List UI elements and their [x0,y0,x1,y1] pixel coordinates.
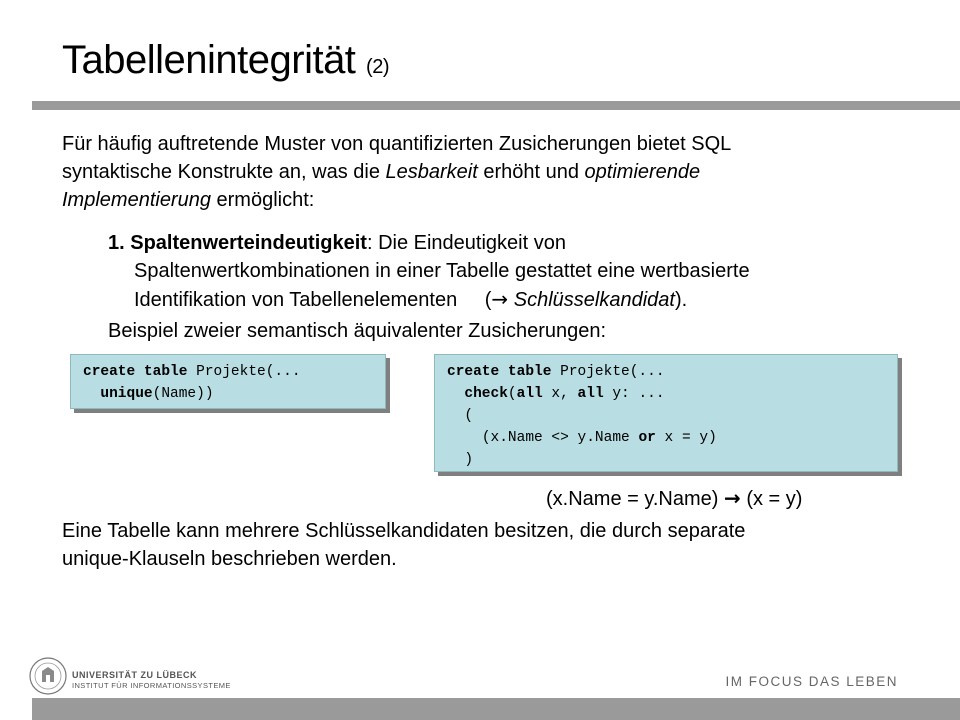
code-text: ) [464,452,474,468]
example-heading: Beispiel zweier semantisch äquivalenter Zusicherungen: [108,320,607,342]
item-1-heading: 1. Spaltenwerteindeutigkeit [108,232,367,254]
code-box-unique [70,354,386,409]
code-keyword: check [464,386,508,402]
code-keyword: create table [83,364,188,380]
item-1-line-3 [108,285,750,314]
code-keyword: all [516,386,543,402]
intro-emphasis-optimierende: optimierende [584,161,701,183]
institute-name: INSTITUT FÜR INFORMATIONSSYSTEME [72,681,231,690]
intro-paragraph [62,130,731,214]
closing-line-1: Eine Tabelle kann mehrere Schlüsselkandidaten besitzen, die durch separate [62,520,746,542]
intro-text: ermöglicht: [210,189,315,211]
code-text: (Name)) [152,386,214,402]
slide-title-number: (2) [366,56,389,78]
item-1-text: ( [479,289,492,311]
code-text: x, [542,386,578,402]
code-text: x = y) [655,430,717,446]
code-text: y: ... [603,386,665,402]
code-keyword: all [577,386,604,402]
item-1-line-2: Spaltenwertkombinationen in einer Tabelle gestattet eine wertbasierte [134,260,750,282]
code-box-check [434,354,898,472]
code-keyword: create table [447,364,552,380]
intro-line-3 [62,186,731,214]
closing-paragraph [62,517,745,573]
title-divider [32,101,960,110]
item-1-text: Identifikation von Tabellenelementen [134,289,458,311]
slide-title [62,36,389,91]
implication [546,484,802,513]
item-1-colon: : [366,232,373,254]
code-text: ( [464,408,474,424]
intro-emphasis-implementierung: Implementierung [62,189,211,211]
code-keyword: or [638,430,656,446]
closing-line-2: unique-Klauseln beschrieben werden. [62,548,397,570]
intro-line-2 [62,158,731,186]
intro-emphasis-lesbarkeit: Lesbarkeit [385,161,478,183]
intro-text: erhöht und [477,161,585,183]
intro-line-1: Für häufig auftretende Muster von quantifizierten Zusicherungen bietet SQL [62,133,732,155]
footer-slogan: IM FOCUS DAS LEBEN [725,674,898,689]
slide-title-text: Tabellenintegrität [62,38,356,82]
item-1-line-1 [108,229,750,257]
right-arrow-icon: → [491,287,509,311]
item-1-emphasis: Schlüsselkandidat [508,289,675,311]
implies-arrow-icon: → [724,486,741,510]
item-1 [108,229,750,314]
code-text: ( [507,386,517,402]
implication-right: (x = y) [746,488,803,510]
university-name: UNIVERSITÄT ZU LÜBECK [72,670,197,680]
university-seal-icon [28,656,68,696]
code-keyword: unique [100,386,153,402]
item-1-text: ). [674,289,688,311]
intro-text: syntaktische Konstrukte an, was die [62,161,386,183]
code-text: (x.Name <> y.Name [481,430,639,446]
item-1-text: Die Eindeutigkeit von [372,232,566,254]
implication-left: (x.Name = y.Name) [546,488,719,510]
code-text: Projekte(... [187,364,301,380]
footer-bar [32,698,960,720]
code-text: Projekte(... [551,364,665,380]
